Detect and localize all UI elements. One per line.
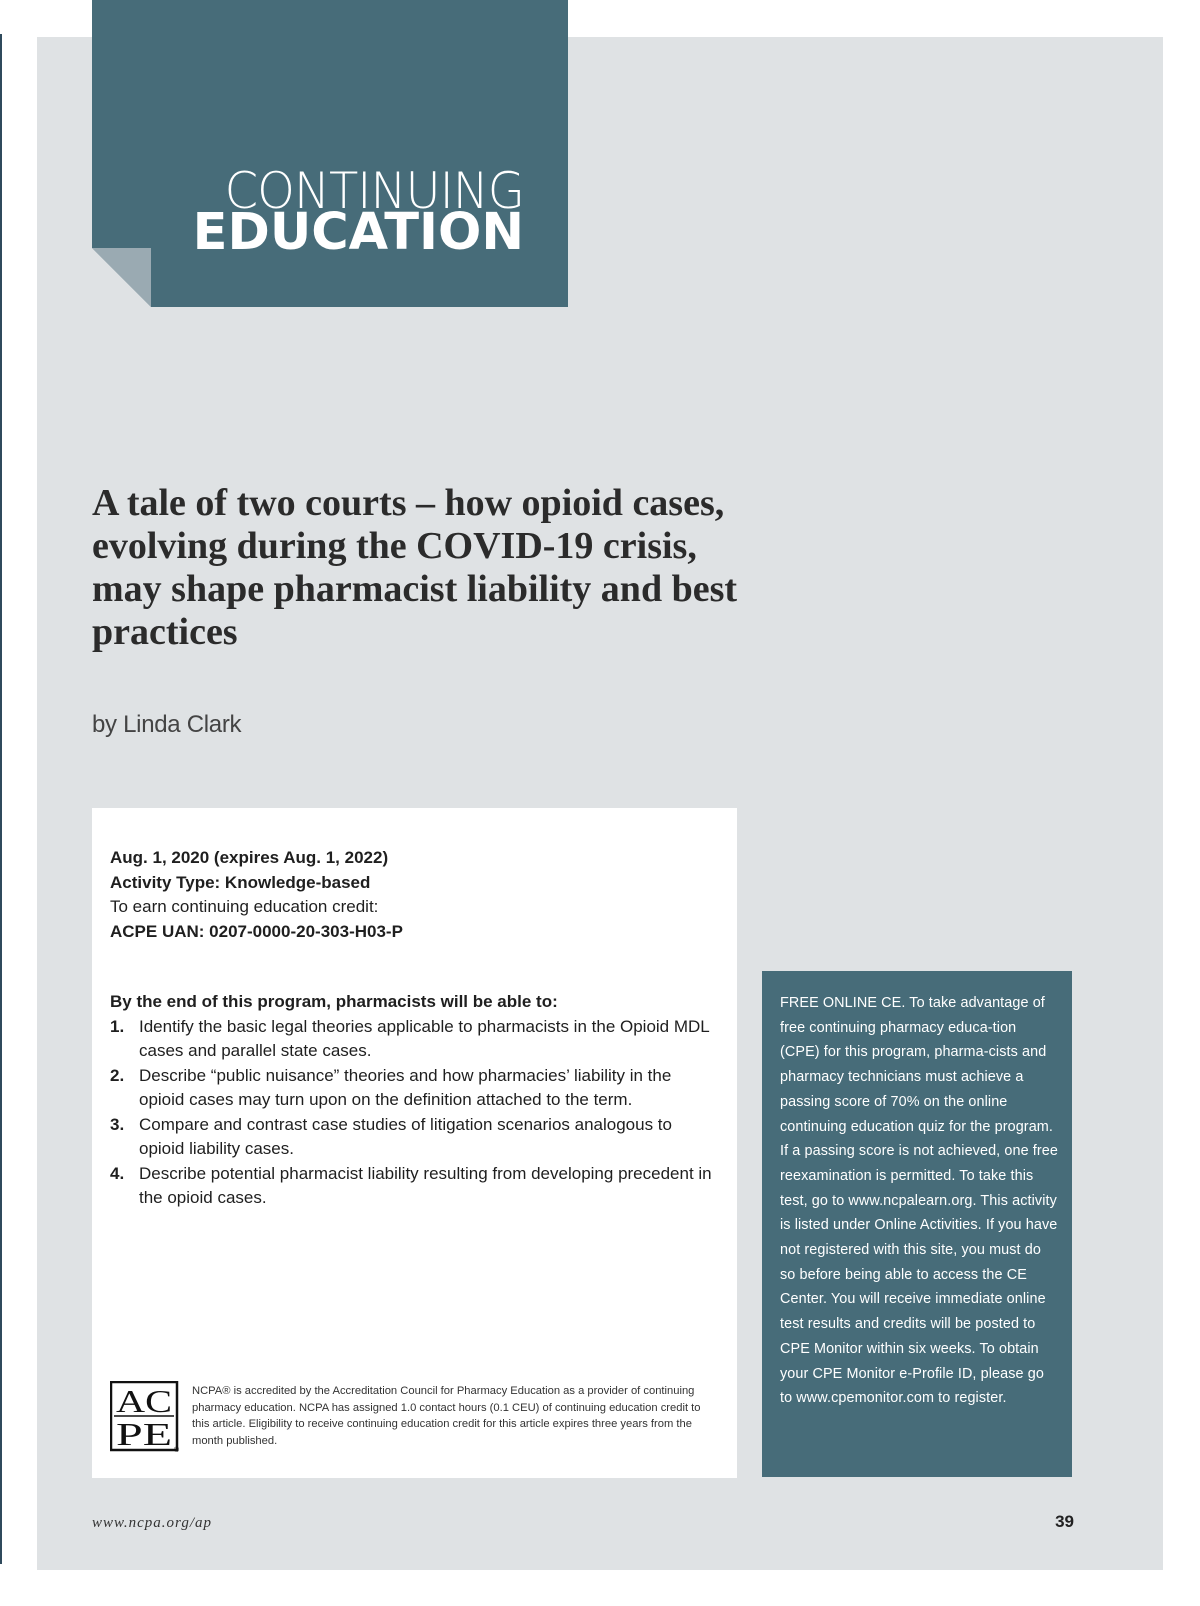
objective-text: Compare and contrast case studies of litigation scenarios analogous to opioid liability cases. <box>139 1114 672 1158</box>
activity-type: Activity Type: Knowledge-based <box>110 872 371 892</box>
ce-info-box <box>92 808 737 1478</box>
acpe-logo-bottom-letters: PE <box>116 1416 172 1452</box>
acpe-logo-registered-mark: ® <box>173 1447 179 1453</box>
objective-number: 4. <box>110 1163 125 1183</box>
article-byline: by Linda Clark <box>92 711 242 738</box>
objective-item <box>110 1064 720 1113</box>
acpe-uan: ACPE UAN: 0207-0000-20-303-H03-P <box>110 921 403 941</box>
acpe-logo <box>110 1381 180 1453</box>
free-ce-text: FREE ONLINE CE. To take advantage of free continuing pharmacy educa-tion (CPE) for this program, pharma-cists and pharmacy technicians must achieve a passing score of 70% on the online continuing education quiz for the program. If a passing score is not achieved, one free reexamination is permitted. To take this test, go to www.ncpalearn.org. This activity is listed under Online Activities. If you have not registered with this site, you must do so before being able to access the CE Center. You will receive immediate online test results and credits will be posted to CPE Monitor within six weeks. To obtain your CPE Monitor e-Profile ID, please go to www.cpemonitor.com to register. <box>780 995 1058 1407</box>
learning-objectives <box>110 990 720 1211</box>
banner-title-line1: CONTINUING <box>224 162 524 220</box>
objective-item <box>110 1162 720 1211</box>
ce-date: Aug. 1, 2020 (expires Aug. 1, 2022) <box>110 848 389 867</box>
objective-number: 3. <box>110 1114 125 1134</box>
banner-title-line2: EDUCATION <box>192 203 524 262</box>
objective-text: Identify the basic legal theories applicable to pharmacists in the Opioid MDL cases and parallel state cases. <box>139 1016 710 1060</box>
credit-line: To earn continuing education credit: <box>110 897 379 916</box>
objectives-list <box>110 1015 720 1211</box>
acpe-logo-top-letters: AC <box>116 1383 172 1419</box>
objective-item <box>110 1113 720 1162</box>
left-edge-rule <box>0 34 2 1564</box>
page-number: 39 <box>1055 1512 1074 1531</box>
free-online-ce-box <box>762 971 1072 1477</box>
ce-meta <box>110 846 710 944</box>
objectives-heading: By the end of this program, pharmacists will be able to: <box>110 992 558 1011</box>
objective-number: 1. <box>110 1016 125 1036</box>
objective-number: 2. <box>110 1065 125 1085</box>
article-title: A tale of two courts – how opioid cases, evolving during the COVID-19 crisis, may shape pharmacist liability and best practices <box>92 482 738 653</box>
accreditation-text: NCPA® is accredited by the Accreditation Council for Pharmacy Education as a provider of continuing pharmacy education. NCPA has assigned 1.0 contact hours (0.1 CEU) of continuing education credit to this article. Eligibility to receive continuing education credit for this article expires three years from the month published. <box>192 1385 701 1447</box>
objective-item <box>110 1015 720 1064</box>
footer-url: www.ncpa.org/ap <box>92 1515 213 1531</box>
objective-text: Describe “public nuisance” theories and how pharmacies’ liability in the opioid cases may turn upon on the definition attached to the term. <box>139 1065 672 1109</box>
accreditation-block <box>110 1381 720 1461</box>
objective-text: Describe potential pharmacist liability resulting from developing precedent in the opioid cases. <box>139 1163 712 1207</box>
banner-corner-cut <box>92 248 151 307</box>
